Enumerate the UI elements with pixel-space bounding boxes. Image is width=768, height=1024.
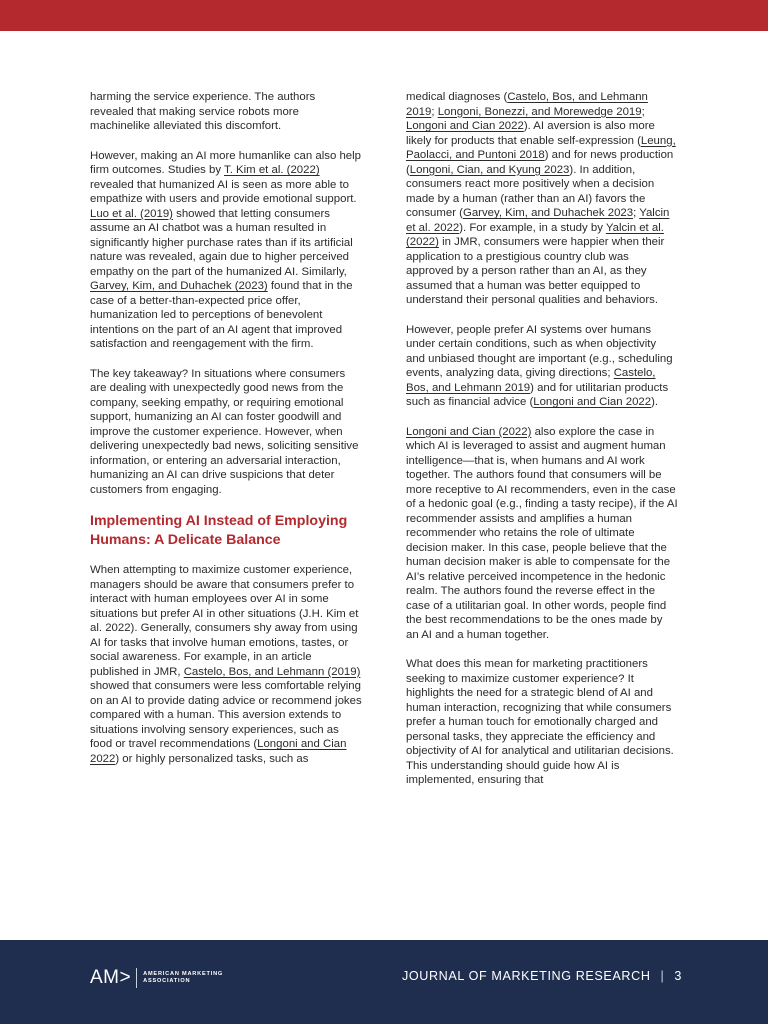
paragraph: medical diagnoses (Castelo, Bos, and Lehmann 2019; Longoni, Bonezzi, and Morewedge 2019; Longoni and Cian 2022). AI aversion is also more likely for products that enable self-expression (Leung, Paolacci, and Puntoni 2018) and for news production (Longoni, Cian, and Kyung 2023). In addition, consumers react more positively when a decision made by a human (rather than an AI) favors the consumer (Garvey, Kim, and Duhachek 2023; Yalcin et al. 2022). For example, in a study by Yalcin et al. (2022) in JMR, consumers were happier when their application to a prestigious country club was approved by a person rather than an AI, as they assumed that a human was better equipped to understand their personal qualities and behaviors.: [406, 91, 676, 306]
page-number: 3: [674, 969, 682, 983]
citation-link[interactable]: Yalcin et al. (2022): [406, 221, 664, 248]
citation-link[interactable]: Castelo, Bos, and Lehmann 2019: [406, 367, 656, 394]
citation-link[interactable]: Yalcin et al. 2022: [406, 207, 670, 234]
citation-link[interactable]: Garvey, Kim, and Duhachek (2023): [90, 280, 268, 292]
logo-text: [143, 971, 223, 985]
logo-mark: AM>: [90, 967, 132, 988]
section-heading: Implementing AI Instead of Employing Humans: A Delicate Balance: [90, 513, 348, 548]
top-accent-bar: [0, 0, 768, 31]
right-column: [406, 90, 678, 803]
citation-link[interactable]: Castelo, Bos, and Lehmann (2019): [183, 665, 361, 678]
footer-journal: [402, 969, 682, 983]
footer-separator: |: [660, 969, 665, 983]
citation-link[interactable]: Garvey, Kim, and Duhachek 2023: [462, 207, 634, 219]
citation-link[interactable]: Leung, Paolacci, and Puntoni 2018: [406, 134, 676, 161]
logo-text-line2: ASSOCIATION: [143, 978, 191, 984]
logo-divider: [136, 968, 137, 988]
citation-link[interactable]: Castelo, Bos, and Lehmann 2019: [406, 91, 648, 118]
paragraph: Longoni and Cian (2022) also explore the case in which AI is leveraged to assist and augment human intelligence—that is, when humans and AI work together. The authors found that consumers will be more receptive to AI recommenders, even in the case of a hedonic goal (e.g., finding a tasty recipe), if the AI recommender assists and amplifies a human recommender who retains the role of ultimate decision maker. In this case, people believe that the human decision maker is able to compensate for the AI’s relative perceived incompetence in the hedonic realm. The authors found the reverse effect in the case of a utilitarian goal. In other words, people find the best recommendations to be the ones made by an AI and a human together.: [406, 425, 678, 641]
paragraph: However, people prefer AI systems over humans under certain conditions, such as when objectivity and unbiased thought are important (e.g., scheduling events, analyzing data, giving directions; Castelo, Bos, and Lehmann 2019) and for utilitarian products such as financial advice (Longoni and Cian 2022).: [406, 323, 673, 408]
paragraph: When attempting to maximize customer experience, managers should be aware that consumers prefer to interact with human employees over AI in some situations but prefer AI in other situations (J.H. Kim et al. 2022). Generally, consumers shy away from using AI for tasks that involve human emotions, tastes, or social awareness. For example, in an article published in JMR, Castelo, Bos, and Lehmann (2019) showed that consumers were less comfortable relying on an AI to provide dating advice or recommend jokes compared with a human. This aversion extends to situations involving sensory experiences, such as food or travel recommendations (Longoni and Cian 2022) or highly personalized tasks, such as: [90, 564, 362, 765]
citation-link[interactable]: Longoni, Cian, and Kyung 2023: [409, 163, 570, 176]
citation-link[interactable]: Longoni and Cian 2022: [406, 120, 524, 132]
paragraph: harming the service experience. The authors revealed that making service robots more machinelike alleviated this discomfort.: [90, 91, 316, 132]
citation-link[interactable]: Longoni and Cian 2022: [533, 396, 652, 408]
citation-link[interactable]: Longoni and Cian (2022): [406, 425, 532, 438]
paragraph: The key takeaway? In situations where consumers are dealing with unexpectedly good news from the company, seeking empathy, or requiring emotional support, humanizing an AI can foster goodwill and improve the customer experience. However, when delivering unexpectedly bad news, soliciting sensitive information, or entering an adversarial interaction, humanizing an AI can drive suspicions that deter customers from engaging.: [90, 367, 359, 496]
citation-link[interactable]: Luo et al. (2019): [90, 207, 173, 220]
ama-logo[interactable]: [90, 967, 223, 989]
paragraph: However, making an AI more humanlike can also help firm outcomes. Studies by T. Kim et al. (2022) revealed that humanized AI is seen as more able to empathize with users and provide emotional support. Luo et al. (2019) showed that letting consumers assume an AI chatbot was a human resulted in significantly higher purchase rates than if its artificial nature was revealed, again due to higher perceived empathy on the part of the humanized AI. Similarly, Garvey, Kim, and Duhachek (2023) found that in the case of a better-than-expected price offer, humanization led to perceptions of benevolent intentions on the part of an AI agent that improved satisfaction and reengagement with the firm.: [90, 149, 361, 350]
journal-title: JOURNAL OF MARKETING RESEARCH: [401, 969, 651, 983]
citation-link[interactable]: Longoni and Cian 2022: [90, 738, 347, 765]
citation-link[interactable]: Longoni, Bonezzi, and Morewedge 2019: [437, 105, 642, 118]
citation-link[interactable]: T. Kim et al. (2022): [224, 164, 320, 176]
logo-text-line1: AMERICAN MARKETING: [143, 971, 224, 977]
left-column: [90, 90, 362, 781]
paragraph: What does this mean for marketing practitioners seeking to maximize customer experience? It highlights the need for a strategic blend of AI and human interaction, recognizing that while consumers prefer a human touch for emotionally charged and personal tasks, they appreciate the efficiency and objectivity of AI for analytical and utilitarian decisions. This understanding should guide how AI is implemented, ensuring that: [406, 658, 674, 786]
